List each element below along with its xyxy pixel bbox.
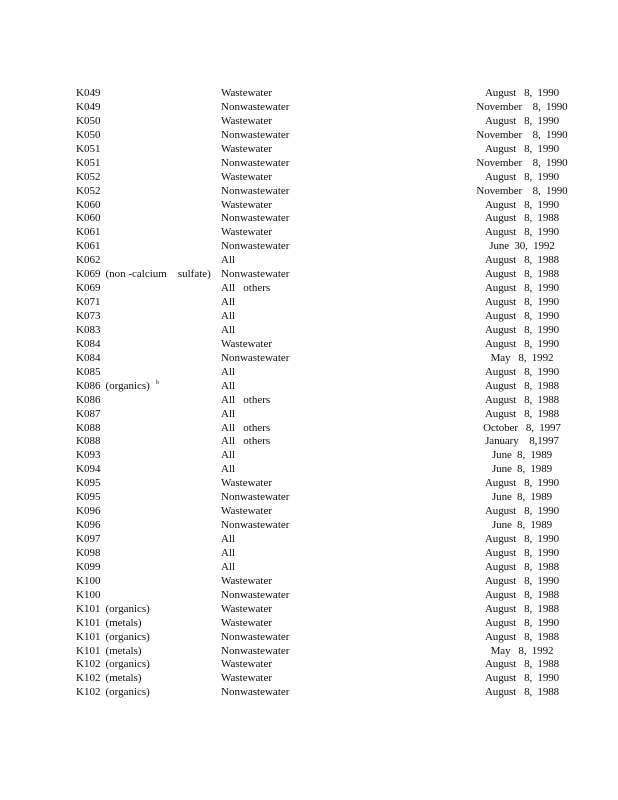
waste-code-cell — [76, 296, 100, 310]
waste-code-qualifier: (organics) — [105, 379, 150, 392]
waste-code-cell — [76, 199, 100, 213]
table-row — [0, 282, 618, 296]
waste-form-cell: Nonwastewater — [221, 156, 290, 169]
effective-date-cell: November 8, 1990 — [476, 184, 568, 197]
waste-code-cell — [76, 129, 100, 143]
waste-code: K093 — [76, 449, 101, 462]
waste-form-cell: All — [221, 560, 236, 573]
waste-code-cell — [76, 449, 100, 463]
waste-form-cell: All — [221, 463, 236, 476]
effective-date-cell: November 8, 1990 — [476, 156, 568, 169]
waste-code: K052 — [76, 170, 101, 183]
table-row — [0, 686, 618, 700]
waste-code: K049 — [76, 87, 101, 99]
waste-code-cell — [76, 101, 100, 115]
waste-form-cell: Nonwastewater — [221, 212, 290, 225]
waste-code-qualifier: (organics) — [105, 630, 150, 643]
effective-date-cell: August 8, 1990 — [484, 546, 560, 559]
effective-date-cell: January 8,1997 — [485, 435, 559, 448]
waste-code-cell — [76, 519, 100, 533]
waste-form-cell: Wastewater — [221, 616, 273, 629]
waste-code-cell — [76, 575, 100, 589]
waste-form-cell: All — [221, 310, 236, 322]
waste-code: K085 — [76, 365, 101, 378]
waste-form-cell: Wastewater — [221, 114, 273, 127]
effective-date-cell: August 8, 1988 — [484, 630, 560, 643]
effective-date-cell: August 8, 1988 — [484, 407, 560, 420]
waste-code-cell — [76, 408, 100, 422]
waste-code-cell — [76, 143, 100, 157]
table-row — [0, 129, 618, 143]
waste-code-cell — [76, 240, 100, 254]
waste-code-cell — [76, 589, 100, 603]
waste-code: K096 — [76, 505, 101, 518]
waste-code-cell — [76, 338, 100, 352]
waste-form-cell: Wastewater — [221, 87, 273, 99]
waste-code: K050 — [76, 114, 101, 127]
effective-date-cell: August 8, 1990 — [484, 574, 560, 587]
waste-code-cell — [76, 672, 142, 686]
waste-code-cell — [76, 686, 150, 700]
table-row — [0, 645, 618, 659]
effective-date-cell: June 30, 1992 — [489, 240, 555, 253]
waste-code: K098 — [76, 546, 101, 559]
waste-form-cell: Nonwastewater — [221, 268, 290, 281]
waste-form-cell: Wastewater — [221, 198, 273, 211]
effective-date-cell: August 8, 1990 — [484, 365, 560, 378]
waste-form-cell: All others — [221, 435, 271, 448]
waste-form-cell: All — [221, 407, 236, 420]
effective-date-cell: August 8, 1988 — [484, 686, 560, 699]
waste-form-cell: All — [221, 546, 236, 559]
table-row — [0, 380, 618, 394]
waste-form-cell: Nonwastewater — [221, 686, 290, 699]
table-row — [0, 296, 618, 310]
waste-code-qualifier: (organics) — [105, 602, 150, 615]
waste-form-cell: Nonwastewater — [221, 519, 290, 532]
effective-date-cell: August 8, 1990 — [484, 142, 560, 155]
table-row — [0, 658, 618, 672]
waste-code: K101 — [76, 602, 101, 615]
table-row — [0, 463, 618, 477]
table-row — [0, 157, 618, 171]
waste-code: K084 — [76, 351, 101, 364]
waste-code-cell — [76, 658, 150, 672]
waste-code: K096 — [76, 519, 101, 532]
waste-code: K051 — [76, 156, 101, 169]
effective-date-cell: August 8, 1988 — [484, 212, 560, 225]
table-row — [0, 268, 618, 282]
waste-form-cell: Nonwastewater — [221, 128, 290, 141]
waste-form-cell: All — [221, 533, 236, 545]
effective-date-cell: August 8, 1988 — [484, 393, 560, 406]
waste-code: K101 — [76, 616, 101, 629]
waste-form-cell: All — [221, 296, 236, 309]
waste-code-cell — [76, 561, 100, 575]
waste-form-cell: Wastewater — [221, 505, 273, 518]
waste-code-qualifier: (metals) — [105, 616, 142, 629]
effective-date-cell: June 8, 1989 — [491, 463, 552, 476]
waste-form-cell: All — [221, 449, 236, 462]
effective-date-cell: August 8, 1990 — [484, 477, 560, 490]
waste-code: K050 — [76, 128, 101, 141]
waste-form-cell: Nonwastewater — [221, 630, 290, 643]
table-row — [0, 589, 618, 603]
table-row — [0, 547, 618, 561]
effective-date-cell: August 8, 1990 — [484, 114, 560, 127]
waste-form-cell: Nonwastewater — [221, 100, 290, 113]
waste-form-cell: Wastewater — [221, 337, 273, 350]
waste-code: K095 — [76, 491, 101, 504]
waste-code-cell — [76, 87, 100, 101]
effective-date-cell: August 8, 1988 — [484, 560, 560, 573]
waste-code: K069 — [76, 268, 101, 281]
waste-code-cell — [76, 268, 211, 282]
effective-date-cell: May 8, 1992 — [490, 644, 554, 657]
waste-form-cell: Wastewater — [221, 226, 273, 239]
table-row — [0, 366, 618, 380]
waste-code: K086 — [76, 379, 101, 392]
waste-form-cell: Nonwastewater — [221, 184, 290, 197]
effective-date-cell: May 8, 1992 — [490, 351, 554, 364]
waste-code: K062 — [76, 254, 101, 267]
waste-code-cell — [76, 491, 100, 505]
table-row — [0, 115, 618, 129]
waste-code-cell — [76, 171, 100, 185]
waste-code: K099 — [76, 560, 101, 573]
effective-date-cell: August 8, 1990 — [484, 296, 560, 309]
table-row — [0, 575, 618, 589]
effective-date-cell: August 8, 1990 — [484, 226, 560, 239]
effective-date-cell: August 8, 1988 — [484, 254, 560, 267]
table-row — [0, 324, 618, 338]
effective-date-cell: November 8, 1990 — [476, 100, 568, 113]
waste-form-cell: All others — [221, 282, 271, 295]
waste-code: K060 — [76, 198, 101, 211]
table-row — [0, 435, 618, 449]
waste-code-cell — [76, 463, 100, 477]
waste-code: K061 — [76, 226, 101, 239]
effective-date-cell: October 8, 1997 — [483, 421, 561, 434]
effective-date-cell: August 8, 1990 — [484, 533, 560, 545]
table-row — [0, 408, 618, 422]
effective-date-table — [0, 87, 618, 700]
waste-form-cell: Nonwastewater — [221, 588, 290, 601]
table-row — [0, 672, 618, 686]
table-row — [0, 422, 618, 436]
waste-code-cell — [76, 617, 142, 631]
waste-code: K100 — [76, 574, 101, 587]
waste-code-cell — [76, 226, 100, 240]
effective-date-cell: August 8, 1988 — [484, 658, 560, 671]
waste-code: K088 — [76, 435, 101, 448]
waste-code: K102 — [76, 672, 101, 685]
waste-code-cell — [76, 645, 142, 659]
waste-code-cell — [76, 380, 159, 394]
waste-form-cell: All others — [221, 393, 271, 406]
effective-date-cell: August 8, 1990 — [484, 616, 560, 629]
waste-code-cell — [76, 547, 100, 561]
waste-code-cell — [76, 477, 100, 491]
table-row — [0, 617, 618, 631]
table-row — [0, 87, 618, 101]
waste-code: K101 — [76, 630, 101, 643]
effective-date-cell: August 8, 1990 — [484, 87, 560, 99]
table-row — [0, 226, 618, 240]
waste-code-cell — [76, 603, 150, 617]
waste-code-cell — [76, 394, 100, 408]
table-row — [0, 143, 618, 157]
waste-code-cell — [76, 435, 100, 449]
effective-date-cell: June 8, 1989 — [491, 491, 552, 504]
table-row — [0, 603, 618, 617]
waste-form-cell: Wastewater — [221, 142, 273, 155]
waste-code-cell — [76, 505, 100, 519]
waste-code: K061 — [76, 240, 101, 253]
effective-date-cell: June 8, 1989 — [491, 519, 552, 532]
effective-date-cell: August 8, 1988 — [484, 268, 560, 281]
table-row — [0, 477, 618, 491]
effective-date-cell: August 8, 1990 — [484, 323, 560, 336]
waste-code: K051 — [76, 142, 101, 155]
table-row — [0, 240, 618, 254]
waste-code-qualifier: (organics) — [105, 658, 150, 671]
waste-code: K100 — [76, 588, 101, 601]
waste-code: K087 — [76, 407, 101, 420]
waste-form-cell: Nonwastewater — [221, 240, 290, 253]
effective-date-cell: August 8, 1990 — [484, 282, 560, 295]
waste-form-cell: All — [221, 323, 236, 336]
waste-form-cell: All others — [221, 421, 271, 434]
waste-code-qualifier: (non -calcium sulfate) — [105, 268, 211, 281]
waste-code: K083 — [76, 323, 101, 336]
waste-form-cell: Wastewater — [221, 170, 273, 183]
table-row — [0, 394, 618, 408]
waste-form-cell: Wastewater — [221, 602, 273, 615]
waste-code-cell — [76, 254, 100, 268]
waste-code: K097 — [76, 533, 101, 545]
table-row — [0, 561, 618, 575]
waste-code: K095 — [76, 477, 101, 490]
waste-code: K086 — [76, 393, 101, 406]
waste-code: K102 — [76, 686, 101, 699]
table-row — [0, 352, 618, 366]
waste-form-cell: All — [221, 365, 236, 378]
table-row — [0, 254, 618, 268]
table-row — [0, 338, 618, 352]
waste-code-qualifier: (metals) — [105, 672, 142, 685]
waste-form-cell: Nonwastewater — [221, 644, 290, 657]
waste-code: K069 — [76, 282, 101, 295]
waste-code-cell — [76, 157, 100, 171]
waste-code: K101 — [76, 644, 101, 657]
waste-code-cell — [76, 212, 100, 226]
waste-code-cell — [76, 324, 100, 338]
table-row — [0, 519, 618, 533]
waste-code: K071 — [76, 296, 101, 309]
effective-date-cell: August 8, 1990 — [484, 505, 560, 518]
waste-code-cell — [76, 631, 150, 645]
table-row — [0, 631, 618, 645]
waste-form-cell: All — [221, 254, 236, 267]
waste-form-cell: Nonwastewater — [221, 491, 290, 504]
effective-date-cell: August 8, 1988 — [484, 602, 560, 615]
waste-code: K049 — [76, 100, 101, 113]
effective-date-cell: August 8, 1990 — [484, 198, 560, 211]
effective-date-cell: August 8, 1988 — [484, 588, 560, 601]
effective-date-cell: August 8, 1988 — [484, 379, 560, 392]
effective-date-cell: June 8, 1989 — [491, 449, 552, 462]
waste-form-cell: All — [221, 379, 236, 392]
table-row — [0, 185, 618, 199]
table-row — [0, 449, 618, 463]
effective-date-cell: August 8, 1990 — [484, 310, 560, 322]
waste-form-cell: Wastewater — [221, 672, 273, 685]
waste-code-cell — [76, 310, 100, 324]
waste-code-cell — [76, 115, 100, 129]
table-row — [0, 533, 618, 547]
waste-code: K073 — [76, 310, 101, 322]
table-row — [0, 310, 618, 324]
table-row — [0, 491, 618, 505]
waste-code-cell — [76, 533, 100, 547]
waste-code: K088 — [76, 421, 101, 434]
table-row — [0, 212, 618, 226]
effective-date-cell: November 8, 1990 — [476, 128, 568, 141]
waste-code-cell — [76, 185, 100, 199]
footnote-marker: b — [155, 380, 159, 387]
table-row — [0, 171, 618, 185]
waste-code: K084 — [76, 337, 101, 350]
table-row — [0, 505, 618, 519]
waste-code: K094 — [76, 463, 101, 476]
waste-form-cell: Nonwastewater — [221, 351, 290, 364]
waste-code-cell — [76, 282, 100, 296]
waste-code-qualifier: (metals) — [105, 644, 142, 657]
waste-code-cell — [76, 366, 100, 380]
table-row — [0, 101, 618, 115]
waste-code-qualifier: (organics) — [105, 686, 150, 699]
waste-code: K060 — [76, 212, 101, 225]
effective-date-cell: August 8, 1990 — [484, 672, 560, 685]
waste-code: K052 — [76, 184, 101, 197]
waste-form-cell: Wastewater — [221, 574, 273, 587]
waste-code: K102 — [76, 658, 101, 671]
waste-code-cell — [76, 352, 100, 366]
effective-date-cell: August 8, 1990 — [484, 337, 560, 350]
waste-code-cell — [76, 422, 100, 436]
table-row — [0, 199, 618, 213]
effective-date-cell: August 8, 1990 — [484, 170, 560, 183]
waste-form-cell: Wastewater — [221, 658, 273, 671]
waste-form-cell: Wastewater — [221, 477, 273, 490]
